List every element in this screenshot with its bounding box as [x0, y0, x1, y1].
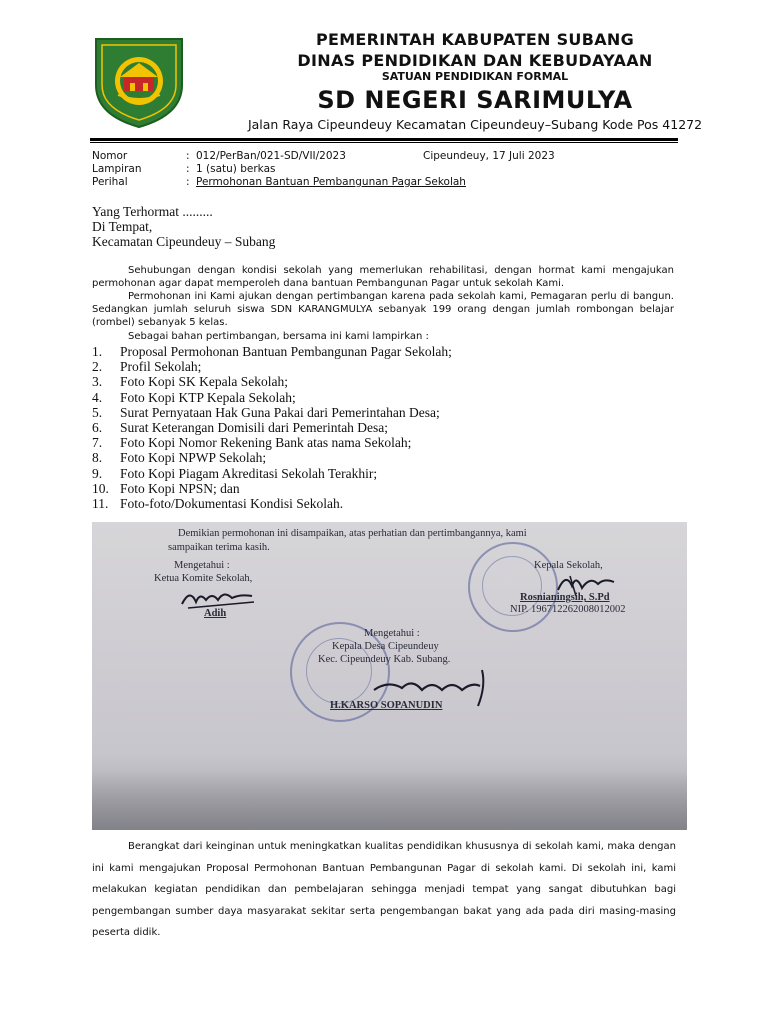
left-signer-name: Adih	[204, 608, 227, 619]
attachment-item	[92, 374, 452, 389]
meta-nomor	[92, 150, 346, 163]
meta-label: Perihal	[92, 176, 128, 188]
government-name: PEMERINTAH KABUPATEN SUBANG	[315, 30, 635, 49]
attachment-item	[92, 359, 452, 374]
attachment-number: 2.	[92, 359, 103, 375]
closing-paragraph: Berangkat dari keinginan untuk meningkatkan kualitas pendidikan khususnya di sekolah kami, maka dengan ini kami mengajukan Proposal Permohonan Bantuan Pembangunan Pagar di sekolah kami. Di sekolah ini, kami melakukan kegiatan pendidikan dan pembelajaran sehingga menjadi tempat yang sangat dibutuhkan bagi pengembangan sumber daya masyarakat sekitar serta pengembangan bakat yang ada pada diri masing-masing peserta didik.	[92, 841, 676, 938]
meta-lampiran	[92, 163, 275, 176]
subang-regency-crest-icon	[90, 33, 188, 131]
attachment-item	[92, 344, 452, 359]
letterhead-rule-thick	[90, 138, 678, 141]
recipient-line: Di Tempat,	[92, 219, 153, 234]
body-paragraph: Sebagai bahan pertimbangan, bersama ini kami lampirkan :	[128, 331, 429, 342]
attachment-text: Foto Kopi Nomor Rekening Bank atas nama Sekolah;	[120, 435, 412, 451]
right-signer-nip: NIP. 196712262008012002	[510, 604, 626, 615]
unit-name: SATUAN PENDIDIKAN FORMAL	[381, 70, 569, 83]
attachment-number: 9.	[92, 465, 103, 481]
school-crest-logo	[90, 33, 188, 131]
attachment-number: 3.	[92, 374, 103, 390]
meta-label: Nomor	[92, 150, 128, 162]
attachment-text: Surat Keterangan Domisili dari Pemerintah Desa;	[120, 420, 389, 436]
attachment-item	[92, 435, 452, 450]
attachment-number: 6.	[92, 420, 103, 436]
attachment-item	[92, 450, 452, 465]
recipient-line: Kecamatan Cipeundeuy – Subang	[92, 234, 276, 249]
attachment-number: 8.	[92, 450, 103, 466]
recipient-line: Yang Terhormat .........	[92, 204, 213, 219]
center-signer-name: H.KARSO SOPANUDIN	[330, 700, 443, 711]
right-signer-name: Rosnianingsih, S.Pd	[520, 592, 610, 603]
closing-line: sampaikan terima kasih.	[168, 542, 270, 553]
attachment-text: Foto Kopi Piagam Akreditasi Sekolah Terakhir;	[120, 465, 378, 481]
attachment-item	[92, 405, 452, 420]
meta-colon: :	[186, 150, 190, 162]
attachment-number: 1.	[92, 344, 103, 359]
meta-value: 1 (satu) berkas	[196, 163, 276, 175]
meta-label: Lampiran	[92, 163, 142, 175]
left-signer-role: Ketua Komite Sekolah,	[154, 573, 253, 584]
body-paragraph: Permohonan ini Kami ajukan dengan pertimbangan karena pada sekolah kami, Pemagaran perlu di bangun. Sedangkan jumlah seluruh siswa SDN KARANGMULYA sebanyak 199 orang dengan jumlah rombongan belajar (rombel) sebanyak 5 kelas.	[92, 291, 674, 328]
meta-value: Permohonan Bantuan Pembangunan Pagar Sekolah	[196, 176, 466, 188]
letter-date: Cipeundeuy, 17 Juli 2023	[423, 150, 555, 162]
meta-perihal	[92, 176, 466, 189]
attachment-text: Foto-foto/Dokumentasi Kondisi Sekolah.	[120, 496, 344, 512]
attachment-text: Foto Kopi SK Kepala Sekolah;	[120, 374, 288, 390]
body-paragraph: Sehubungan dengan kondisi sekolah yang memerlukan rehabilitasi, dengan hormat kami mengajukan permohonan agar dapat memperoleh dana bantuan Pembangunan Pagar untuk sekolah Kami.	[92, 265, 674, 289]
attachment-text: Profil Sekolah;	[120, 359, 202, 375]
center-signer-role: Kepala Desa Cipeundeuy	[332, 641, 439, 652]
meta-value: 012/PerBan/021-SD/VII/2023	[196, 150, 346, 162]
attachment-number: 7.	[92, 435, 103, 451]
meta-colon: :	[186, 176, 190, 188]
center-signer-label: Mengetahui :	[364, 628, 420, 639]
attachment-number: 4.	[92, 389, 103, 405]
center-signer-area: Kec. Cipeundeuy Kab. Subang.	[318, 654, 451, 665]
attachment-text: Proposal Permohonan Bantuan Pembangunan Pagar Sekolah;	[120, 344, 452, 359]
attachment-number: 10.	[92, 480, 109, 496]
attachment-item	[92, 420, 452, 435]
left-signer-label: Mengetahui :	[174, 560, 230, 571]
school-address: Jalan Raya Cipeundeuy Kecamatan Cipeundeuy–Subang Kode Pos 41272	[247, 117, 703, 132]
signature-photo	[92, 522, 687, 830]
attachment-number: 5.	[92, 404, 103, 420]
attachment-number: 11.	[92, 496, 109, 512]
meta-colon: :	[186, 163, 190, 175]
attachment-item	[92, 481, 452, 496]
school-name: SD NEGERI SARIMULYA	[317, 86, 633, 114]
attachment-item	[92, 390, 452, 405]
attachment-item	[92, 466, 452, 481]
attachment-text: Foto Kopi NPWP Sekolah;	[120, 450, 267, 466]
attachment-text: Foto Kopi NPSN; dan	[120, 480, 240, 496]
closing-line: Demikian permohonan ini disampaikan, atas perhatian dan pertimbangannya, kami	[178, 528, 527, 539]
attachment-text: Foto Kopi KTP Kepala Sekolah;	[120, 389, 296, 405]
photo-shadow	[92, 770, 687, 830]
attachment-item	[92, 496, 452, 511]
right-signer-role: Kepala Sekolah,	[534, 560, 603, 571]
attachment-list	[92, 344, 452, 511]
agency-name: DINAS PENDIDIKAN DAN KEBUDAYAAN	[297, 51, 653, 70]
letterhead-rule-thin	[90, 142, 678, 143]
attachment-text: Surat Pernyataan Hak Guna Pakai dari Pemerintahan Desa;	[120, 404, 440, 420]
